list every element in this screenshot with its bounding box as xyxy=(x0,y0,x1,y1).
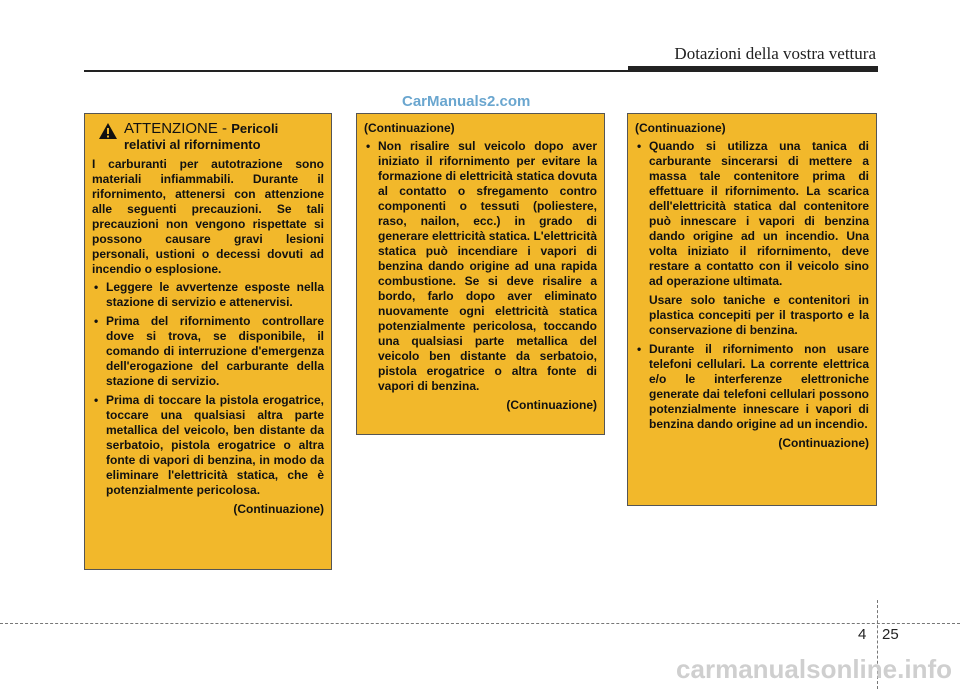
continued-label: (Continuazione) xyxy=(778,436,869,450)
warning-box-refueling xyxy=(84,113,332,570)
list-item: • Prima di toccare la pistola erogatrice, toccare una qualsiasi altra parte metallica del veicolo, ben distante da serbatoio, pistola erogatrice o altra fonte di vapori di benzina, in modo da eliminare l'elettricità statica, che è potenzialmente pericolosa. xyxy=(92,393,324,498)
header-rule-accent xyxy=(628,66,878,72)
watermark-link[interactable]: CarManuals2.com xyxy=(402,93,531,110)
page-number: 25 xyxy=(882,626,899,643)
warning-intro: I carburanti per autotrazione sono materiali infiammabili. Durante il rifornimento, attenersi con attenzione alle seguenti precauzioni. Se tali precauzioni non vengono rispettate si possono causare gravi lesioni personali, ustioni o decessi dovuti ad incendio o esplosione. xyxy=(92,157,324,276)
warning-list xyxy=(364,139,597,394)
warning-list xyxy=(92,280,324,498)
page-header-title: Dotazioni della vostra vettura xyxy=(674,44,876,63)
warning-box-continued-1 xyxy=(356,113,605,435)
warning-box-continued-2 xyxy=(627,113,877,506)
list-item: • Durante il rifornimento non usare telefoni cellulari. La corrente elettrica e/o le interferenze elettroniche generate dai telefoni cellulari possono potenzialmente innescare i vapori di benzina dando origine ad un incendio. xyxy=(635,342,869,432)
warning-list xyxy=(635,139,869,289)
watermark-footer: carmanualsonline.info xyxy=(676,654,952,684)
continued-heading: (Continuazione) xyxy=(364,121,455,135)
warning-triangle-icon xyxy=(98,122,118,140)
warning-title xyxy=(124,121,278,153)
warning-title-sub: relativi al rifornimento xyxy=(124,137,261,152)
list-item-extra: Usare solo taniche e contenitori in plastica concepiti per il trasporto e la conservazione di benzina. xyxy=(649,293,869,337)
footer-rule xyxy=(0,623,960,624)
list-item: • Leggere le avvertenze esposte nella stazione di servizio e attenervisi. xyxy=(92,280,324,310)
list-item: • Quando si utilizza una tanica di carburante sincerarsi di mettere a massa tale contenitore prima di effettuare il rifornimento. La scarica dell'elettricità statica dal contenitore può innescare i vapori di benzina dando origine ad un incendio. Una volta iniziato il rifornimento, deve restare a contatto con il veicolo sino ad operazione ultimata. xyxy=(635,139,869,289)
warning-list xyxy=(635,342,869,432)
continued-label: (Continuazione) xyxy=(233,502,324,516)
continued-heading: (Continuazione) xyxy=(635,121,726,135)
list-item: • Non risalire sul veicolo dopo aver iniziato il rifornimento per evitare la formazione di elettricità statica dovuta al contatto o sfregamento contro componenti o tessuti (poliestere, raso, nailon, ecc.) in grado di generare elettricità statica. L'elettricità statica può incendiare i vapori di benzina dando origine ad una rapida combustione. Se si deve risalire a bordo, farlo dopo aver eliminato nuovamente ogni elettricità statica potenzialmente pericolosa, toccando una qualsiasi parte metallica del veicolo ben distante da serbatoio, pistola erogatrice o altra fonte di vapori di benzina. xyxy=(364,139,597,394)
list-item: • Prima del rifornimento controllare dove si trova, se disponibile, il comando di interruzione d'emergenza dell'erogazione del carburante della stazione di servizio. xyxy=(92,314,324,389)
header-rule xyxy=(84,70,644,72)
warning-title-main: ATTENZIONE - xyxy=(124,120,232,137)
warning-title-bold: Pericoli xyxy=(231,121,279,136)
warning-header xyxy=(98,121,324,153)
continued-label: (Continuazione) xyxy=(506,398,597,412)
page-chapter-number: 4 xyxy=(858,626,867,643)
